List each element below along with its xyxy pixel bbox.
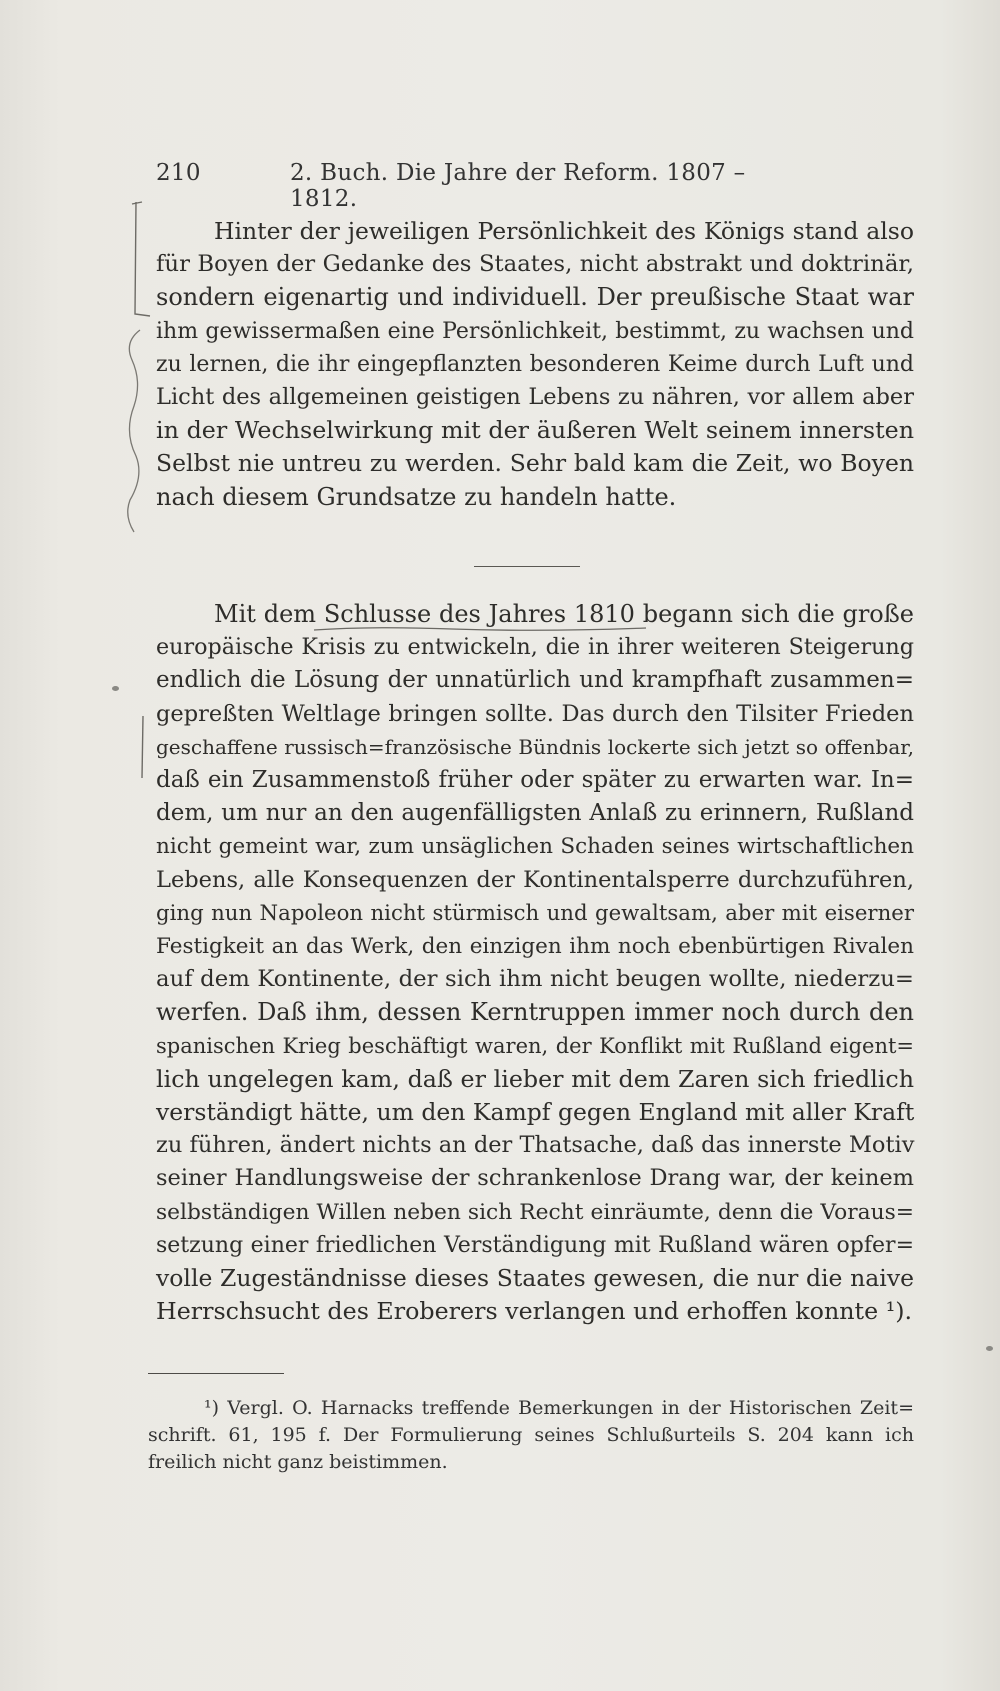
text-line: zu lernen, die ihr eingepflanzten besonderen Keime durch Luft und [156, 351, 914, 377]
text-line: für Boyen der Gedanke des Staates, nicht abstrakt und doktrinär, [156, 251, 914, 278]
text-line: gepreßten Weltlage bringen sollte. Das durch den Tilsiter Frieden [156, 700, 914, 727]
text-line: volle Zugeständnisse dieses Staates gewesen, die nur die naive [156, 1264, 914, 1293]
text-line: seiner Handlungsweise der schrankenlose Drang war, der keinem [156, 1165, 914, 1192]
text-line: werfen. Daß ihm, dessen Kerntruppen immer noch durch den [156, 998, 914, 1027]
text-line: Licht des allgemeinen geistigen Lebens zu nähren, vor allem aber [156, 384, 914, 411]
text-line: Festigkeit an das Werk, den einzigen ihm noch ebenbürtigen Rivalen [156, 934, 914, 960]
margin-brace-left [120, 326, 154, 536]
text-line: spanischen Krieg beschäftigt waren, der Konflikt mit Rußland eigent= [156, 1033, 914, 1058]
text-line: dem, um nur an den augenfälligsten Anlaß zu erinnern, Rußland [156, 800, 914, 827]
margin-line-left [138, 714, 148, 780]
running-header [156, 160, 776, 212]
text-line: geschaffene russisch=französische Bündnis lockerte sich jetzt so offenbar, [156, 734, 914, 759]
running-title: 2. Buch. Die Jahre der Reform. 1807 – 1812. [290, 160, 746, 212]
text-line: ihm gewissermaßen eine Persönlichkeit, bestimmt, zu wachsen und [156, 318, 914, 344]
text-line: sondern eigenartig und individuell. Der preußische Staat war [156, 283, 914, 312]
text-line: Herrschsucht des Eroberers verlangen und erhoffen konnte ¹). [156, 1297, 913, 1326]
paragraph-2 [156, 598, 914, 1328]
text-line: nicht gemeint war, zum unsäglichen Schaden seines wirtschaftlichen [156, 834, 914, 860]
footnote-rule [148, 1373, 284, 1374]
text-line: Hinter der jeweiligen Persönlichkeit des Königs stand also [214, 217, 914, 245]
footnote-line: schrift. 61, 195 f. Der Formulierung seines Schlußurteils S. 204 kann ich [148, 1424, 914, 1446]
text-line: daß ein Zusammenstoß früher oder später zu erwarten war. In= [156, 767, 914, 794]
footnote [148, 1395, 914, 1476]
text-line: lich ungelegen kam, daß er lieber mit dem Zaren sich friedlich [156, 1064, 914, 1093]
paper-speck [986, 1346, 993, 1351]
text-line: nach diesem Grundsatze zu handeln hatte. [156, 482, 677, 511]
text-line: verständigt hätte, um den Kampf gegen England mit aller Kraft [156, 1098, 915, 1127]
text-line: zu führen, ändert nichts an der Thatsache, daß das innerste Motiv [156, 1132, 915, 1159]
text-line: setzung einer friedlichen Verständigung mit Rußland wären opfer= [156, 1232, 914, 1258]
footnote-line: freilich nicht ganz beistimmen. [148, 1451, 448, 1473]
section-separator [474, 566, 580, 567]
text-line: in der Wechselwirkung mit der äußeren Welt seinem innersten [156, 416, 914, 445]
text-line: ging nun Napoleon nicht stürmisch und gewaltsam, aber mit eiserner [156, 900, 914, 926]
text-line: endlich die Lösung der unnatürlich und krampfhaft zusammen= [156, 667, 914, 694]
paragraph-1 [156, 215, 914, 514]
footnote-line: ¹) Vergl. O. Harnacks treffende Bemerkungen in der Historischen Zeit= [204, 1397, 914, 1419]
page-number: 210 [156, 160, 201, 186]
text-line: Mit dem Schlusse des Jahres 1810 begann sich die große [214, 600, 914, 628]
text-line: auf dem Kontinente, der sich ihm nicht beugen wollte, niederzu= [156, 966, 914, 993]
text-line: europäische Krisis zu entwickeln, die in ihrer weiteren Steigerung [156, 634, 914, 661]
paper-speck [112, 686, 119, 691]
text-line: Selbst nie untreu zu werden. Sehr bald kam die Zeit, wo Boyen [156, 449, 914, 478]
text-line: Lebens, alle Konsequenzen der Kontinentalsperre durchzuführen, [156, 866, 914, 893]
margin-bracket-top [120, 196, 160, 326]
text-line: selbständigen Willen neben sich Recht einräumte, denn die Voraus= [156, 1199, 914, 1225]
